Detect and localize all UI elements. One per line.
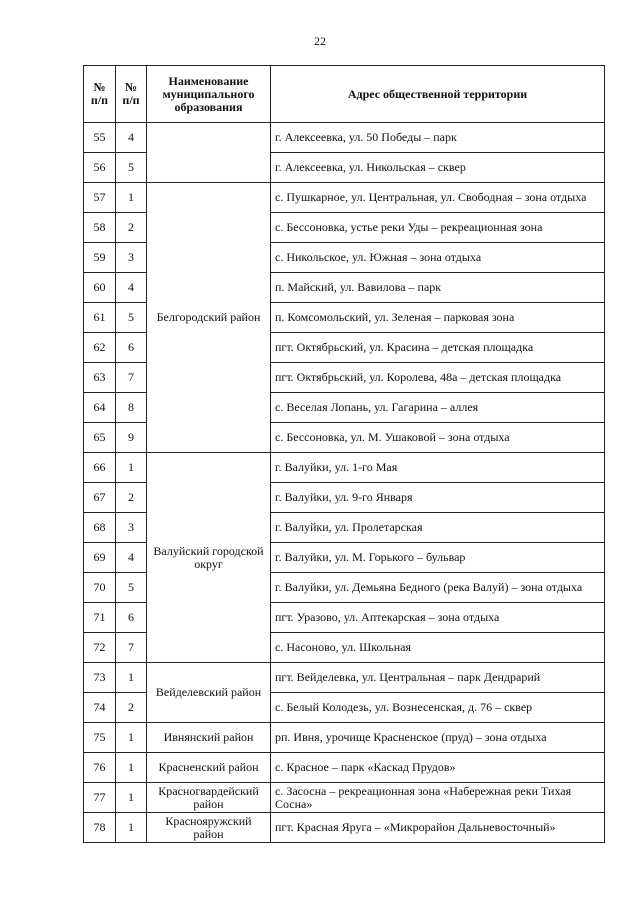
table-row <box>84 123 605 153</box>
row-number: 70 <box>84 573 116 603</box>
row-sub-number: 4 <box>116 543 147 573</box>
row-sub-number: 1 <box>116 723 147 753</box>
table-row <box>84 723 605 753</box>
row-number: 76 <box>84 753 116 783</box>
row-number: 64 <box>84 393 116 423</box>
municipality-cell: Красненский район <box>147 753 271 783</box>
row-number: 71 <box>84 603 116 633</box>
address-cell: пгт. Вейделевка, ул. Центральная – парк Дендрарий <box>271 663 605 693</box>
row-number: 69 <box>84 543 116 573</box>
row-sub-number: 5 <box>116 573 147 603</box>
row-sub-number: 4 <box>116 273 147 303</box>
address-cell: п. Майский, ул. Вавилова – парк <box>271 273 605 303</box>
row-sub-number: 6 <box>116 333 147 363</box>
address-cell: рп. Ивня, урочище Красненское (пруд) – зона отдыха <box>271 723 605 753</box>
row-sub-number: 1 <box>116 453 147 483</box>
address-cell: с. Бессоновка, устье реки Уды – рекреационная зона <box>271 213 605 243</box>
address-cell: с. Никольское, ул. Южная – зона отдыха <box>271 243 605 273</box>
row-sub-number: 3 <box>116 243 147 273</box>
address-cell: пгт. Октябрьский, ул. Красина – детская площадка <box>271 333 605 363</box>
row-sub-number: 7 <box>116 633 147 663</box>
row-number: 62 <box>84 333 116 363</box>
row-number: 72 <box>84 633 116 663</box>
address-cell: г. Валуйки, ул. Пролетарская <box>271 513 605 543</box>
address-cell: с. Белый Колодезь, ул. Вознесенская, д. 76 – сквер <box>271 693 605 723</box>
header-number-within: № п/п <box>116 66 147 123</box>
address-cell: г. Валуйки, ул. 9-го Января <box>271 483 605 513</box>
row-number: 74 <box>84 693 116 723</box>
row-sub-number: 1 <box>116 663 147 693</box>
row-number: 55 <box>84 123 116 153</box>
row-sub-number: 1 <box>116 813 147 843</box>
row-sub-number: 2 <box>116 483 147 513</box>
row-number: 66 <box>84 453 116 483</box>
address-cell: с. Пушкарное, ул. Центральная, ул. Свободная – зона отдыха <box>271 183 605 213</box>
row-number: 57 <box>84 183 116 213</box>
row-sub-number: 1 <box>116 753 147 783</box>
row-sub-number: 1 <box>116 183 147 213</box>
row-sub-number: 3 <box>116 513 147 543</box>
row-number: 75 <box>84 723 116 753</box>
address-cell: пгт. Октябрьский, ул. Королева, 48а – детская площадка <box>271 363 605 393</box>
row-number: 67 <box>84 483 116 513</box>
address-cell: с. Насоново, ул. Школьная <box>271 633 605 663</box>
address-cell: пгт. Уразово, ул. Аптекарская – зона отдыха <box>271 603 605 633</box>
address-cell: с. Веселая Лопань, ул. Гагарина – аллея <box>271 393 605 423</box>
address-cell: пгт. Красная Яруга – «Микрорайон Дальневосточный» <box>271 813 605 843</box>
address-cell: г. Алексеевка, ул. Никольская – сквер <box>271 153 605 183</box>
municipality-cell: Вейделевский район <box>147 663 271 723</box>
row-sub-number: 9 <box>116 423 147 453</box>
row-sub-number: 6 <box>116 603 147 633</box>
row-sub-number: 5 <box>116 153 147 183</box>
row-number: 78 <box>84 813 116 843</box>
row-sub-number: 7 <box>116 363 147 393</box>
row-number: 56 <box>84 153 116 183</box>
row-sub-number: 2 <box>116 213 147 243</box>
page-number: 22 <box>314 34 326 48</box>
row-sub-number: 2 <box>116 693 147 723</box>
row-number: 68 <box>84 513 116 543</box>
table-row <box>84 813 605 843</box>
row-number: 58 <box>84 213 116 243</box>
municipality-cell: Валуйский городской округ <box>147 453 271 663</box>
row-number: 77 <box>84 783 116 813</box>
public-territories-table <box>83 65 605 843</box>
header-municipality: Наименование муниципального образования <box>147 66 271 123</box>
row-sub-number: 8 <box>116 393 147 423</box>
row-sub-number: 1 <box>116 783 147 813</box>
table-row <box>84 663 605 693</box>
municipality-cell: Белгородский район <box>147 183 271 453</box>
municipality-cell: Красногвардейский район <box>147 783 271 813</box>
address-cell: г. Валуйки, ул. 1-го Мая <box>271 453 605 483</box>
row-number: 59 <box>84 243 116 273</box>
header-number: № п/п <box>84 66 116 123</box>
table-row <box>84 453 605 483</box>
address-cell: с. Бессоновка, ул. М. Ушаковой – зона отдыха <box>271 423 605 453</box>
row-number: 60 <box>84 273 116 303</box>
row-sub-number: 4 <box>116 123 147 153</box>
address-cell: с. Засосна – рекреационная зона «Набережная реки Тихая Сосна» <box>271 783 605 813</box>
header-address: Адрес общественной территории <box>271 66 605 123</box>
table-row <box>84 783 605 813</box>
municipality-cell: Краснояружский район <box>147 813 271 843</box>
address-cell: г. Валуйки, ул. Демьяна Бедного (река Валуй) – зона отдыха <box>271 573 605 603</box>
address-cell: г. Алексеевка, ул. 50 Победы – парк <box>271 123 605 153</box>
row-number: 73 <box>84 663 116 693</box>
table-header-row <box>84 66 605 123</box>
municipality-cell: Ивнянский район <box>147 723 271 753</box>
row-number: 63 <box>84 363 116 393</box>
address-cell: с. Красное – парк «Каскад Прудов» <box>271 753 605 783</box>
address-cell: п. Комсомольский, ул. Зеленая – парковая зона <box>271 303 605 333</box>
row-number: 61 <box>84 303 116 333</box>
municipality-cell <box>147 123 271 183</box>
row-number: 65 <box>84 423 116 453</box>
address-cell: г. Валуйки, ул. М. Горького – бульвар <box>271 543 605 573</box>
table-row <box>84 753 605 783</box>
row-sub-number: 5 <box>116 303 147 333</box>
table-row <box>84 183 605 213</box>
